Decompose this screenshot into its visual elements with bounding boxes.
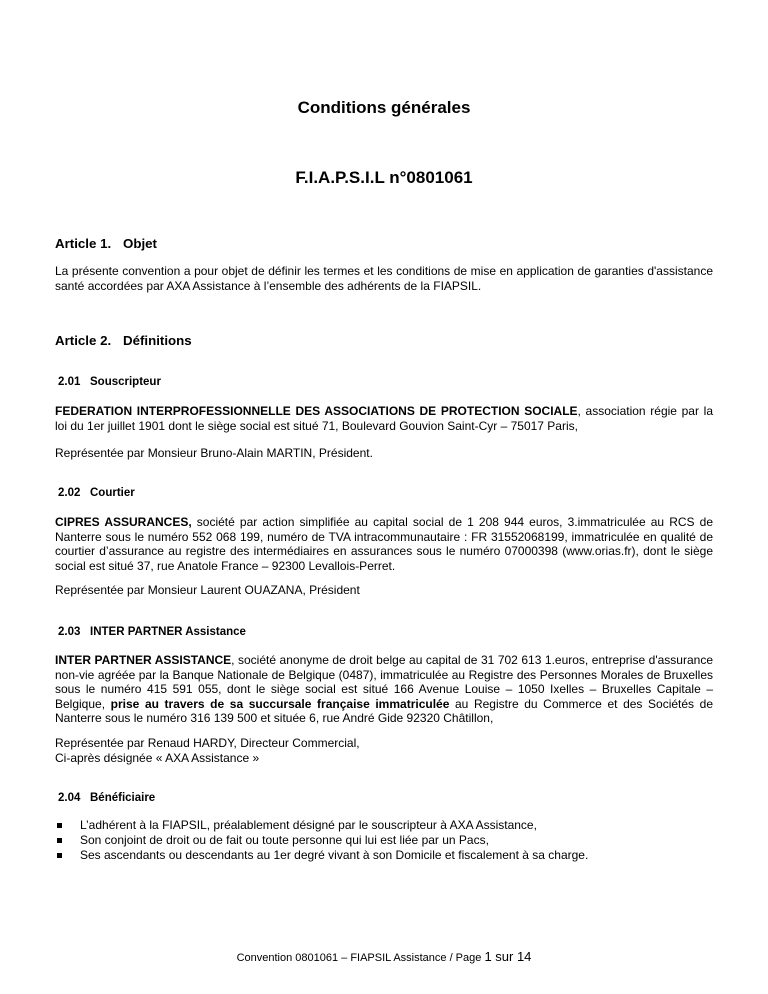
article-2-heading: [55, 333, 192, 348]
insurer-designation: Ci-après désignée « AXA Assistance »: [55, 750, 260, 765]
section-2-04-number: 2.04: [58, 792, 81, 804]
insurer-registry: au Registre du Commerce et des Sociétés de Nanterre sous le numéro 316 139 500 et située 6, rue André Gide 92320 Châtillon,: [55, 696, 713, 725]
list-item: L’adhérent à la FIAPSIL, préalablement désigné par le souscripteur à AXA Assistance,: [55, 818, 588, 833]
article-1-heading: [55, 236, 157, 251]
subscriber-name: FEDERATION INTERPROFESSIONNELLE DES ASSOCIATIONS DE PROTECTION SOCIALE: [55, 404, 578, 418]
section-2-02-number: 2.02: [58, 487, 81, 499]
section-2-01-text: [55, 404, 713, 433]
section-2-02-text: [55, 515, 713, 573]
section-2-03-representative: [55, 736, 713, 765]
article-1-text: La présente convention a pour objet de définir les termes et les conditions de mise en application de garanties d'assistance santé accordées par AXA Assistance à l’ensemble des adhérents de la FIAPSIL.: [55, 264, 713, 293]
insurer-branch: prise au travers de sa succursale française immatriculée: [110, 696, 450, 711]
article-2-title: Définitions: [123, 333, 192, 348]
subscriber-details: , association régie par la loi du 1er juillet 1901 dont le siège social est situé 71, Boulevard Gouvion Saint-Cyr – 75017 Paris,: [55, 404, 713, 433]
section-2-01-representative: Représentée par Monsieur Bruno-Alain MARTIN, Président.: [55, 446, 373, 460]
section-2-04-title: Bénéficiaire: [90, 792, 156, 804]
section-2-02-heading: [58, 487, 135, 499]
document-title: Conditions générales: [297, 98, 471, 117]
section-2-04-heading: [58, 792, 155, 804]
insurer-name: INTER PARTNER ASSISTANCE: [55, 653, 232, 667]
contract-number: F.I.A.P.S.I.L n°0801061: [295, 168, 473, 187]
article-2-number: Article 2.: [55, 333, 112, 348]
page-number: 1 sur 14: [484, 949, 532, 964]
broker-name: CIPRES ASSURANCES,: [55, 515, 192, 529]
section-2-01-number: 2.01: [58, 376, 81, 388]
section-2-02-representative: Représentée par Monsieur Laurent OUAZANA, Président: [55, 583, 360, 597]
broker-details: société par action simplifiée au capital social de 1 208 944 euros, 3.immatriculée au RCS de Nanterre sous le numéro 552 068 199, numéro de TVA intracommunautaire : FR 31552068199, immatriculée en qualité de courtier d’assurance au registre des intermédiaires en assurances sous le numéro 07000398 (www.orias.fr), dont le siège social est situé 37, rue Anatole France – 92300 Levallois-Perret.: [55, 515, 713, 573]
section-2-01-title: Souscripteur: [90, 376, 161, 388]
section-2-02-title: Courtier: [90, 487, 135, 499]
article-1-title: Objet: [123, 236, 157, 251]
insurer-representative: Représentée par Renaud HARDY, Directeur Commercial,: [55, 736, 360, 750]
list-item: Son conjoint de droit ou de fait ou toute personne qui lui est liée par un Pacs,: [55, 833, 588, 848]
article-1-number: Article 1.: [55, 236, 112, 251]
insurer-details: , société anonyme de droit belge au capital de 31 702 613 1.euros, entreprise d'assurance non-vie agréée par la Banque Nationale de Belgique (0487), immatriculée au Registre des Personnes Morales de Bruxelles sous le numéro 415 591 055, dont le siège social est situé 166 Avenue Louise – 1050 Ixelles – Bruxelles Capitale – Belgique,: [55, 653, 713, 711]
footer-text: Convention 0801061 – FIAPSIL Assistance / Page: [236, 952, 485, 964]
section-2-01-heading: [58, 376, 161, 388]
section-2-03-heading: [58, 626, 246, 638]
list-item: Ses ascendants ou descendants au 1er degré vivant à son Domicile et fiscalement à sa charge.: [55, 848, 588, 863]
beneficiary-list: [55, 818, 588, 863]
section-2-03-number: 2.03: [58, 626, 81, 638]
section-2-03-text: [55, 653, 713, 726]
section-2-03-title: INTER PARTNER Assistance: [90, 626, 246, 638]
page-footer: [0, 949, 768, 964]
